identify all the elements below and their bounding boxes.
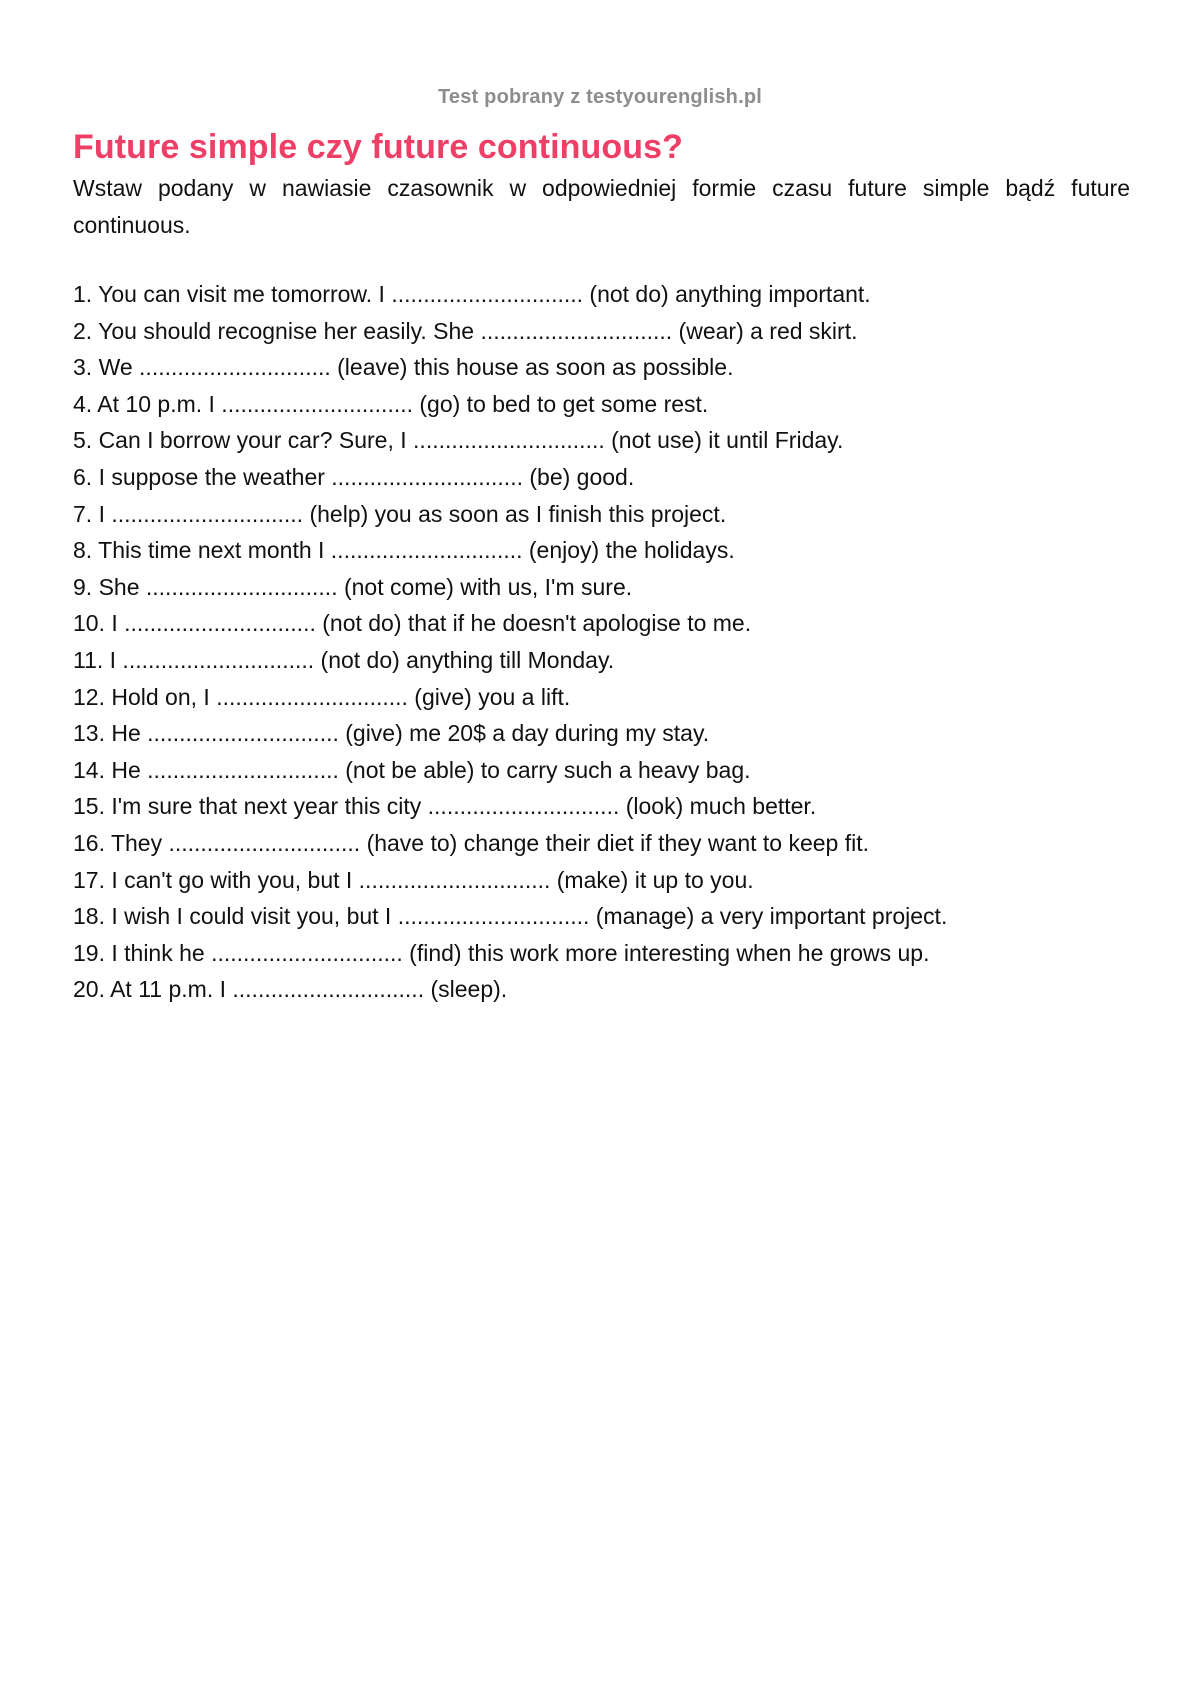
question-5: 5. Can I borrow your car? Sure, I .............................. (not use) it until Friday.: [73, 427, 844, 454]
worksheet-instructions: Wstaw podany w nawiasie czasownik w odpowiedniej formie czasu future simple bądź future continuous.: [73, 175, 1130, 238]
question-2: 2. You should recognise her easily. She .............................. (wear) a red skirt.: [73, 317, 858, 344]
question-14: 14. He .............................. (not be able) to carry such a heavy bag.: [73, 756, 751, 783]
question-1: 1. You can visit me tomorrow. I .............................. (not do) anything important.: [73, 281, 871, 307]
question-9: 9. She .............................. (not come) with us, I'm sure.: [73, 573, 633, 600]
question-list: [73, 276, 1130, 1008]
question-7: 7. I .............................. (help) you as soon as I finish this project.: [73, 500, 727, 527]
worksheet-title: Future simple czy future continuous?: [73, 128, 683, 166]
question-16: 16. They .............................. (have to) change their diet if they want to keep fit.: [73, 829, 870, 856]
question-17: 17. I can't go with you, but I .............................. (make) it up to you.: [73, 866, 754, 893]
question-11: 11. I .............................. (not do) anything till Monday.: [73, 646, 615, 673]
question-3: 3. We .............................. (leave) this house as soon as possible.: [73, 354, 734, 381]
question-15: 15. I'm sure that next year this city .............................. (look) much better.: [73, 793, 817, 820]
question-20: 20. At 11 p.m. I .............................. (sleep).: [73, 976, 508, 1003]
question-18: 18. I wish I could visit you, but I .............................. (manage) a very important project.: [73, 903, 948, 930]
question-13: 13. He .............................. (give) me 20$ a day during my stay.: [73, 720, 710, 747]
question-10: 10. I .............................. (not do) that if he doesn't apologise to me.: [73, 610, 752, 637]
question-19: 19. I think he .............................. (find) this work more interesting when he grows up.: [73, 939, 930, 966]
question-6: 6. I suppose the weather .............................. (be) good.: [73, 463, 635, 490]
question-4: 4. At 10 p.m. I .............................. (go) to bed to get some rest.: [73, 390, 709, 417]
question-12: 12. Hold on, I .............................. (give) you a lift.: [73, 683, 571, 710]
question-8: 8. This time next month I .............................. (enjoy) the holidays.: [73, 537, 735, 564]
source-note: Test pobrany z testyourenglish.pl: [437, 86, 763, 108]
